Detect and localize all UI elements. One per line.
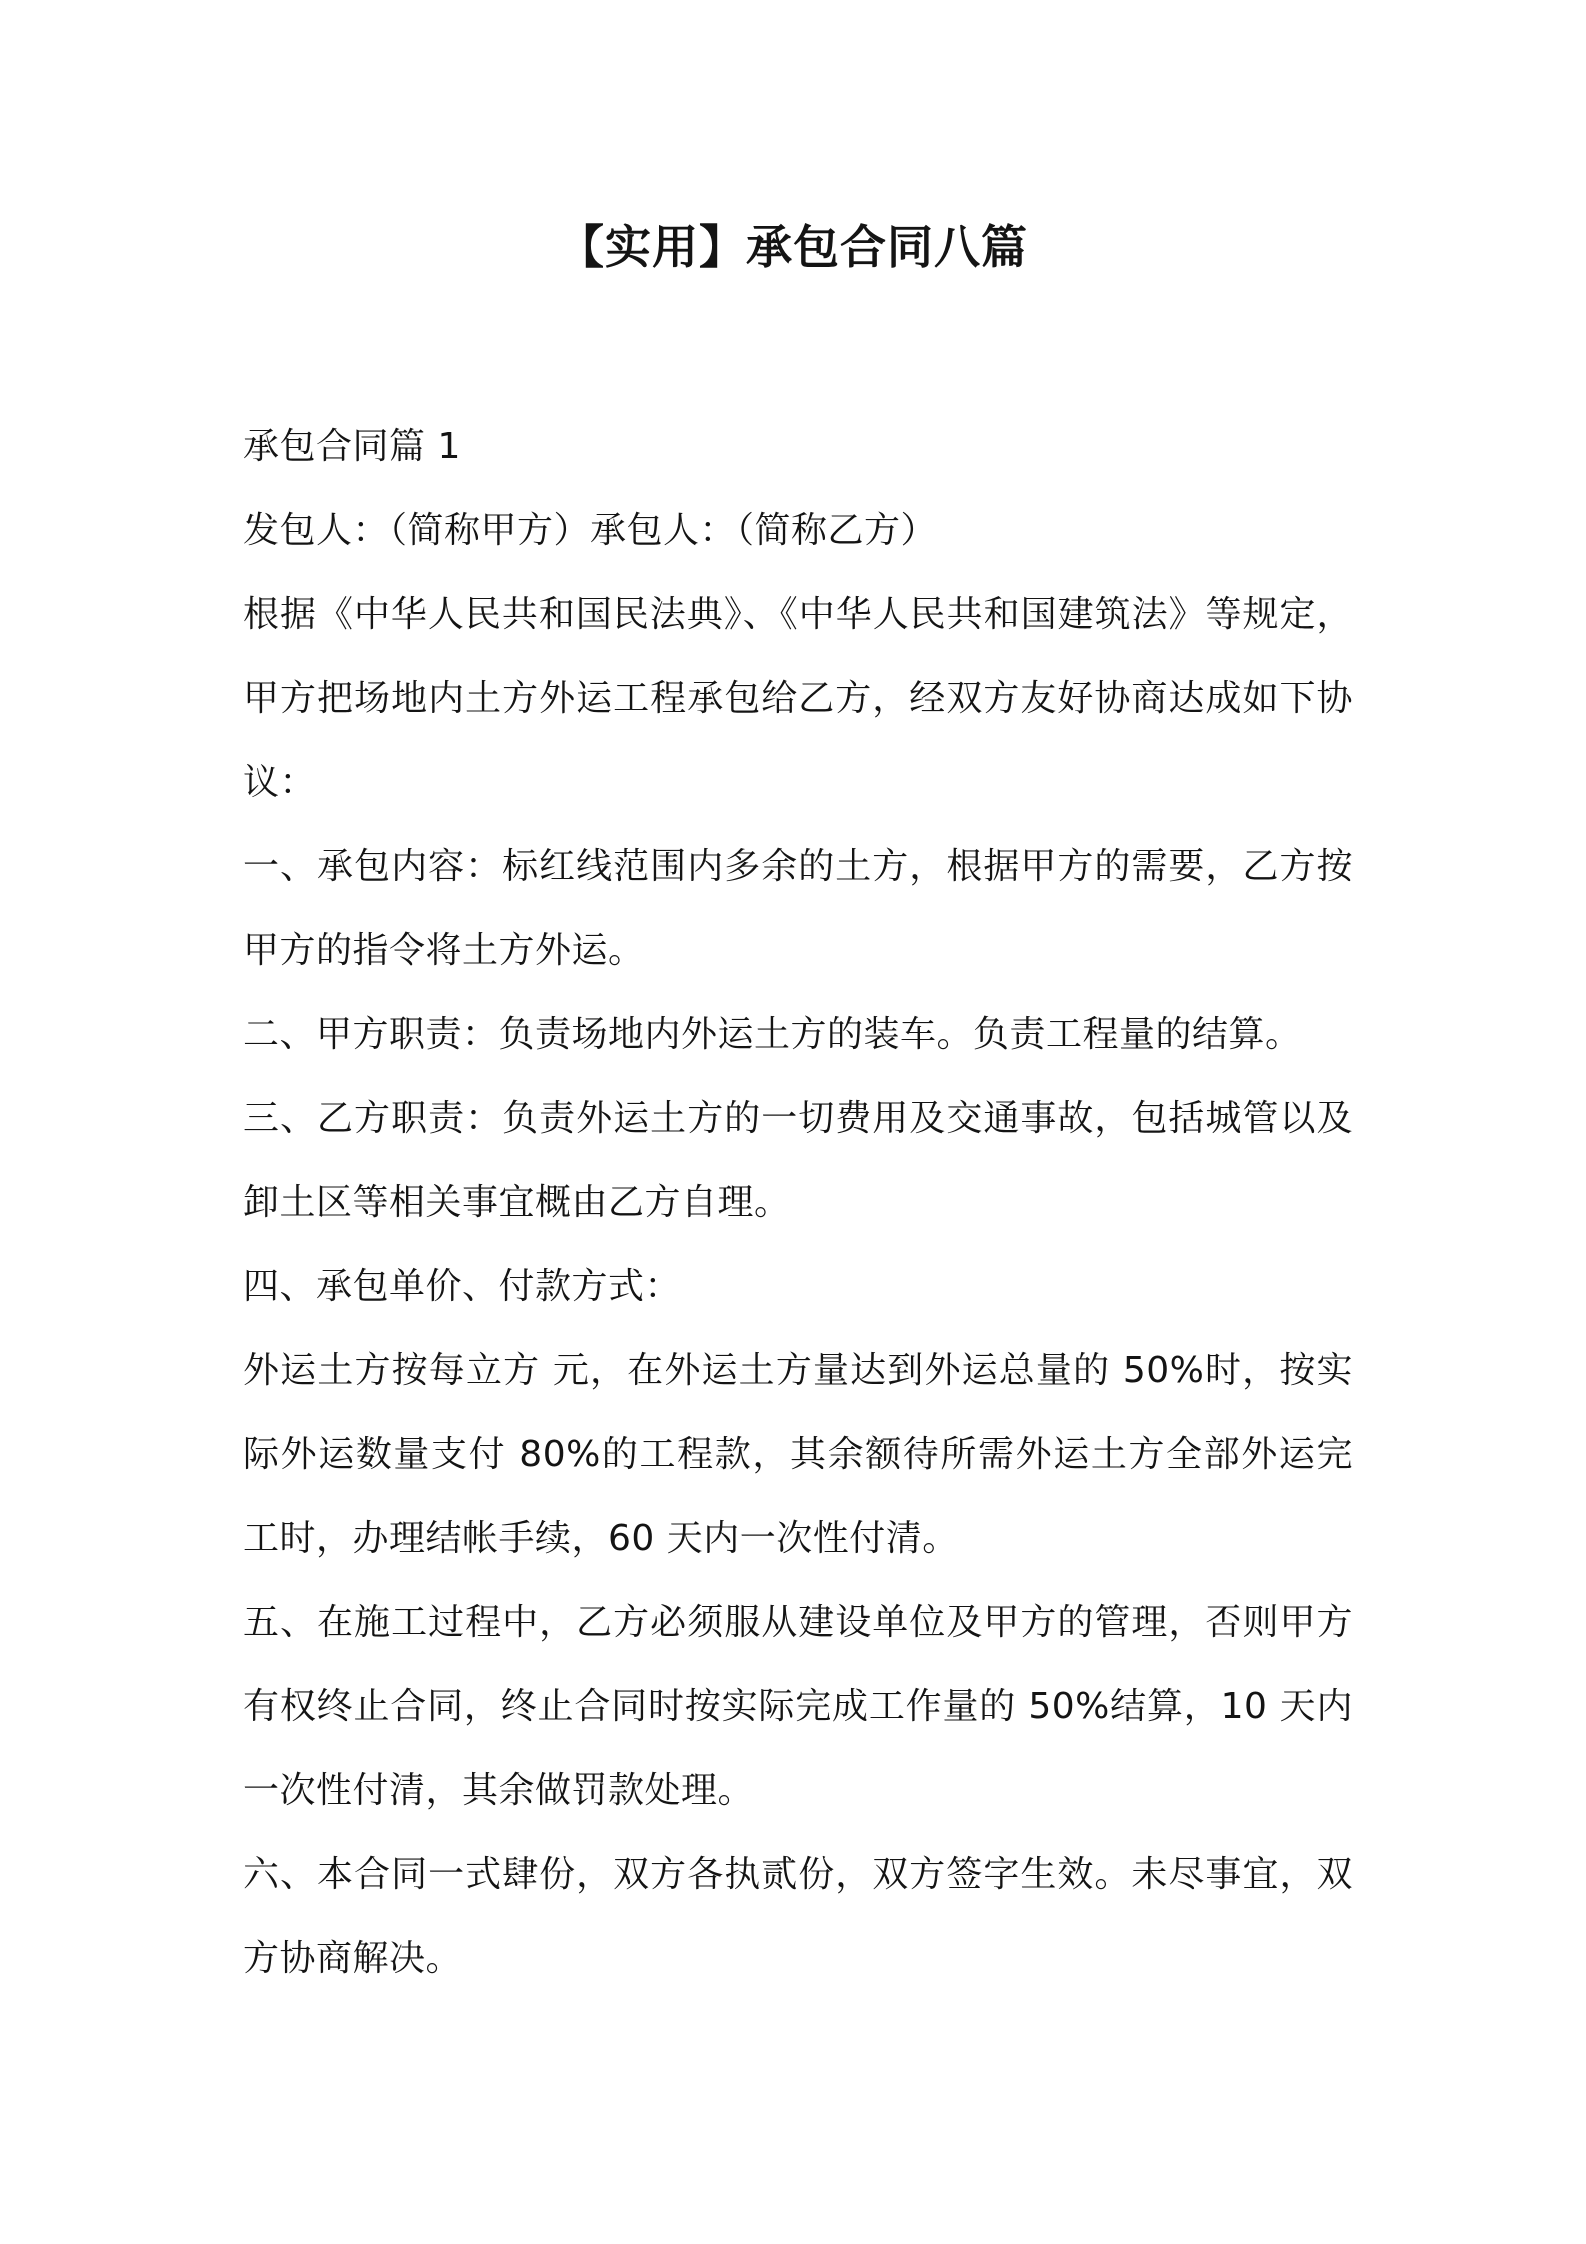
document-body [243,405,1353,2001]
clause-line: 卸土区等相关事宜概由乙方自理。 [243,1182,791,1223]
clause-line: 五、在施工过程中，乙方必须服从建设单位及甲方的管理，否则甲方 [243,1602,1353,1643]
clause-line: 六、本合同一式肆份，双方各执贰份，双方签字生效。未尽事宜，双 [243,1854,1353,1895]
clause-line: 外运土方按每立方 元，在外运土方量达到外运总量的 50%时，按实 [243,1350,1353,1391]
clause-line: 甲方的指令将土方外运。 [243,930,645,971]
clause-line: 际外运数量支付 80%的工程款，其余额待所需外运土方全部外运完 [243,1434,1353,1475]
clause-line: 一、承包内容：标红线范围内多余的土方，根据甲方的需要，乙方按 [243,846,1353,887]
clause-line: 二、甲方职责：负责场地内外运土方的装车。负责工程量的结算。 [243,1014,1302,1055]
clause-line: 有权终止合同，终止合同时按实际完成工作量的 50%结算，10 天内 [243,1686,1353,1727]
clause-line: 三、乙方职责：负责外运土方的一切费用及交通事故，包括城管以及 [243,1098,1353,1139]
clause-line: 工时，办理结帐手续，60 天内一次性付清。 [243,1518,959,1559]
paragraph-line: 甲方把场地内土方外运工程承包给乙方，经双方友好协商达成如下协 [243,678,1353,719]
clause-line: 四、承包单价、付款方式： [243,1266,682,1307]
parties-line: 发包人：（简称甲方）承包人：（简称乙方） [243,510,938,551]
clause-line: 方协商解决。 [243,1938,463,1979]
paragraph-line: 议： [243,762,317,803]
paragraph-line: 根据《中华人民共和国民法典》、《中华人民共和国建筑法》等规定， [243,594,1353,635]
clause-line: 一次性付清，其余做罚款处理。 [243,1770,755,1811]
section-heading: 承包合同篇 1 [243,426,461,467]
document-title: 【实用】承包合同八篇 [558,220,1028,274]
